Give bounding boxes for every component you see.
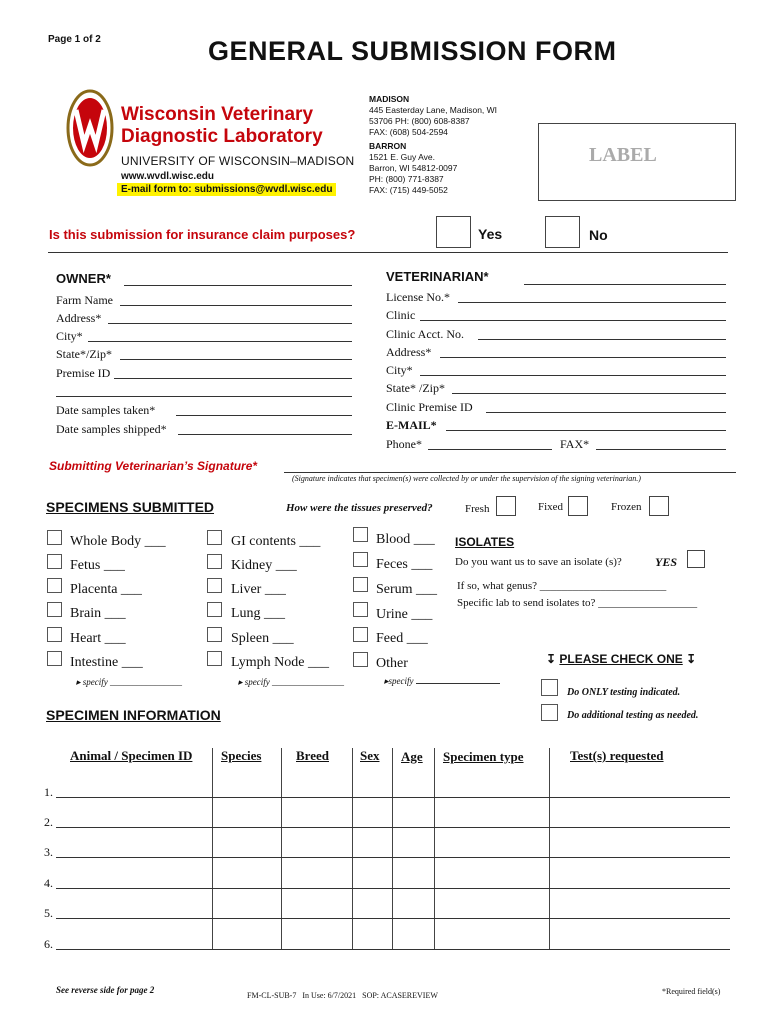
vet-address-label: Address* bbox=[386, 345, 432, 359]
col-sep-2 bbox=[281, 748, 282, 950]
urine-label: Urine ___ bbox=[376, 607, 433, 622]
fetus-checkbox[interactable] bbox=[47, 554, 62, 569]
specify-field-3[interactable]: ▸specify bbox=[384, 676, 500, 687]
row-number-3: 3. bbox=[44, 845, 53, 859]
col-sep-1 bbox=[212, 748, 213, 950]
owner-premise-field[interactable] bbox=[114, 378, 352, 379]
additional-testing-checkbox[interactable] bbox=[541, 704, 558, 721]
vet-city-label: City* bbox=[386, 363, 413, 377]
signature-field[interactable] bbox=[284, 472, 736, 473]
barron-address: BARRON 1521 E. Guy Ave. Barron, WI 54812-0097 PH: (800) 771-8387 FAX: (715) 449-5052 bbox=[369, 141, 458, 195]
date-taken-label: Date samples taken* bbox=[56, 403, 156, 417]
footer-form-code: FM-CL-SUB-7 In Use: 6/7/2021 SOP: ACASEREVIEW bbox=[247, 991, 438, 1000]
col-sep-6 bbox=[549, 748, 550, 950]
specify-field-1[interactable]: ▸ specify ________________ bbox=[76, 677, 183, 687]
check-one-heading: ↧ PLEASE CHECK ONE ↧ bbox=[546, 652, 697, 666]
owner-extra-line[interactable] bbox=[56, 396, 352, 397]
placenta-label: Placenta ___ bbox=[70, 582, 142, 597]
intestine-label: Intestine ___ bbox=[70, 655, 143, 670]
liver-label: Liver ___ bbox=[231, 582, 286, 597]
logo-name-line1: Wisconsin Veterinary bbox=[121, 104, 314, 125]
row-number-4: 4. bbox=[44, 876, 53, 890]
gi-contents-checkbox[interactable] bbox=[207, 530, 222, 545]
divider bbox=[48, 252, 728, 253]
owner-name-line[interactable] bbox=[124, 285, 352, 286]
insurance-no-checkbox[interactable] bbox=[545, 216, 580, 248]
crest-logo bbox=[66, 88, 114, 168]
col-sep-3 bbox=[352, 748, 353, 950]
owner-premise-label: Premise ID bbox=[56, 366, 111, 380]
vet-premise-label: Clinic Premise ID bbox=[386, 400, 473, 414]
vet-acct-field[interactable] bbox=[478, 339, 726, 340]
owner-farm-label: Farm Name bbox=[56, 293, 113, 307]
feces-label: Feces ___ bbox=[376, 557, 433, 572]
email-banner: E-mail form to: submissions@wvdl.wisc.edu bbox=[117, 183, 336, 196]
lung-label: Lung ___ bbox=[231, 606, 286, 621]
only-testing-checkbox[interactable] bbox=[541, 679, 558, 696]
owner-heading: OWNER* bbox=[56, 271, 111, 286]
row-number-2: 2. bbox=[44, 815, 53, 829]
additional-testing-label: Do additional testing as needed. bbox=[567, 710, 699, 721]
fixed-label: Fixed bbox=[538, 501, 564, 513]
label-box-text: LABEL bbox=[589, 144, 657, 166]
owner-address-label: Address* bbox=[56, 311, 102, 325]
specinfo-heading: SPECIMEN INFORMATION bbox=[46, 707, 221, 723]
vet-phone-field[interactable] bbox=[428, 449, 552, 450]
row-number-5: 5. bbox=[44, 906, 53, 920]
form-title: GENERAL SUBMISSION FORM bbox=[208, 36, 617, 66]
fetus-label: Fetus ___ bbox=[70, 558, 125, 573]
vet-license-field[interactable] bbox=[458, 302, 726, 303]
vet-acct-label: Clinic Acct. No. bbox=[386, 327, 464, 341]
spleen-label: Spleen ___ bbox=[231, 631, 294, 646]
kidney-label: Kidney ___ bbox=[231, 558, 297, 573]
date-shipped-field[interactable] bbox=[178, 434, 352, 435]
other-label: Other bbox=[376, 656, 408, 671]
heart-checkbox[interactable] bbox=[47, 627, 62, 642]
vet-statezip-label: State* /Zip* bbox=[386, 381, 445, 395]
serum-label: Serum ___ bbox=[376, 582, 438, 597]
col-animal-id: Animal / Specimen ID bbox=[70, 748, 193, 763]
vet-email-label: E-MAIL* bbox=[386, 418, 437, 432]
table-row[interactable] bbox=[56, 888, 730, 889]
intestine-checkbox[interactable] bbox=[47, 651, 62, 666]
owner-statezip-label: State*/Zip* bbox=[56, 347, 112, 361]
row-number-1: 1. bbox=[44, 785, 53, 799]
insurance-no-label: No bbox=[589, 227, 608, 243]
vet-phone-label: Phone* bbox=[386, 437, 422, 451]
urine-checkbox[interactable] bbox=[353, 602, 368, 617]
footer-required: *Required field(s) bbox=[662, 987, 721, 996]
placenta-checkbox[interactable] bbox=[47, 578, 62, 593]
vet-premise-field[interactable] bbox=[486, 412, 726, 413]
lung-checkbox[interactable] bbox=[207, 602, 222, 617]
feed-checkbox[interactable] bbox=[353, 627, 368, 642]
blood-checkbox[interactable] bbox=[353, 527, 368, 542]
isolates-heading: ISOLATES bbox=[455, 535, 515, 549]
frozen-checkbox[interactable] bbox=[649, 496, 669, 516]
brain-label: Brain ___ bbox=[70, 606, 126, 621]
table-row[interactable] bbox=[56, 949, 730, 950]
feces-checkbox[interactable] bbox=[353, 552, 368, 567]
table-row[interactable] bbox=[56, 857, 730, 858]
isolates-genus[interactable]: If so, what genus? _______________________ bbox=[457, 580, 667, 592]
vet-license-label: License No.* bbox=[386, 290, 450, 304]
heart-label: Heart ___ bbox=[70, 631, 126, 646]
fresh-label: Fresh bbox=[465, 503, 490, 515]
col-sep-4 bbox=[392, 748, 393, 950]
only-testing-label: Do ONLY testing indicated. bbox=[567, 687, 681, 698]
frozen-label: Frozen bbox=[611, 501, 642, 513]
col-specimen-type: Specimen type bbox=[443, 749, 524, 764]
specify-field-2[interactable]: ▸ specify ________________ bbox=[238, 677, 345, 687]
logo-website: www.wvdl.wisc.edu bbox=[121, 171, 214, 182]
label-box bbox=[538, 123, 736, 201]
vet-city-field[interactable] bbox=[420, 375, 726, 376]
col-species: Species bbox=[221, 748, 262, 763]
col-age: Age bbox=[401, 749, 423, 764]
lymph-node-checkbox[interactable] bbox=[207, 651, 222, 666]
owner-address-field[interactable] bbox=[108, 323, 352, 324]
row-number-6: 6. bbox=[44, 937, 53, 951]
logo-university: UNIVERSITY OF WISCONSIN–MADISON bbox=[121, 154, 355, 168]
kidney-checkbox[interactable] bbox=[207, 554, 222, 569]
fresh-checkbox[interactable] bbox=[496, 496, 516, 516]
other-checkbox[interactable] bbox=[353, 652, 368, 667]
signature-note: (Signature indicates that specimen(s) were collected by or under the supervision of the signing veterinarian.) bbox=[292, 474, 641, 483]
signature-label: Submitting Veterinarian’s Signature* bbox=[49, 459, 258, 473]
vet-clinic-label: Clinic bbox=[386, 308, 416, 322]
liver-checkbox[interactable] bbox=[207, 578, 222, 593]
insurance-yes-checkbox[interactable] bbox=[436, 216, 471, 248]
vet-name-line[interactable] bbox=[524, 284, 726, 285]
owner-city-field[interactable] bbox=[88, 341, 352, 342]
lymph-node-label: Lymph Node ___ bbox=[231, 655, 329, 670]
owner-farm-field[interactable] bbox=[120, 305, 352, 306]
logo-name-line2: Diagnostic Laboratory bbox=[121, 126, 323, 147]
page-label: Page 1 of 2 bbox=[48, 34, 101, 45]
col-breed: Breed bbox=[296, 748, 329, 763]
owner-city-label: City* bbox=[56, 329, 83, 343]
preserved-question: How were the tissues preserved? bbox=[286, 502, 433, 514]
gi-contents-label: GI contents ___ bbox=[231, 534, 321, 549]
isolates-lab[interactable]: Specific lab to send isolates to? __________________ bbox=[457, 597, 698, 609]
vet-address-field[interactable] bbox=[440, 357, 726, 358]
vet-statezip-field[interactable] bbox=[452, 393, 726, 394]
footer-reverse: See reverse side for page 2 bbox=[56, 985, 155, 995]
whole-body-label: Whole Body ___ bbox=[70, 534, 166, 549]
table-row[interactable] bbox=[56, 918, 730, 919]
serum-checkbox[interactable] bbox=[353, 577, 368, 592]
col-sex: Sex bbox=[360, 748, 380, 763]
blood-label: Blood ___ bbox=[376, 532, 435, 547]
whole-body-checkbox[interactable] bbox=[47, 530, 62, 545]
isolates-question: Do you want us to save an isolate (s)? bbox=[455, 556, 622, 568]
vet-fax-label: FAX* bbox=[560, 437, 590, 451]
brain-checkbox[interactable] bbox=[47, 602, 62, 617]
fixed-checkbox[interactable] bbox=[568, 496, 588, 516]
spleen-checkbox[interactable] bbox=[207, 627, 222, 642]
vet-email-field[interactable] bbox=[446, 430, 726, 431]
isolates-yes-checkbox[interactable] bbox=[687, 550, 705, 568]
feed-label: Feed ___ bbox=[376, 631, 428, 646]
table-row[interactable] bbox=[56, 827, 730, 828]
specimens-heading: SPECIMENS SUBMITTED bbox=[46, 499, 215, 515]
isolates-yes-label: YES bbox=[655, 555, 678, 569]
insurance-question: Is this submission for insurance claim purposes? bbox=[49, 227, 356, 242]
col-sep-5 bbox=[434, 748, 435, 950]
madison-address: MADISON 445 Easterday Lane, Madison, WI 53706 PH: (800) 608-8387 FAX: (608) 504-2594 bbox=[369, 94, 498, 137]
insurance-yes-label: Yes bbox=[478, 226, 503, 242]
col-tests-requested: Test(s) requested bbox=[570, 748, 664, 763]
date-shipped-label: Date samples shipped* bbox=[56, 422, 167, 436]
vet-fax-field[interactable] bbox=[596, 449, 726, 450]
vet-heading: VETERINARIAN* bbox=[386, 269, 489, 284]
date-taken-field[interactable] bbox=[176, 415, 352, 416]
table-row[interactable] bbox=[56, 797, 730, 798]
owner-statezip-field[interactable] bbox=[120, 359, 352, 360]
vet-clinic-field[interactable] bbox=[420, 320, 726, 321]
